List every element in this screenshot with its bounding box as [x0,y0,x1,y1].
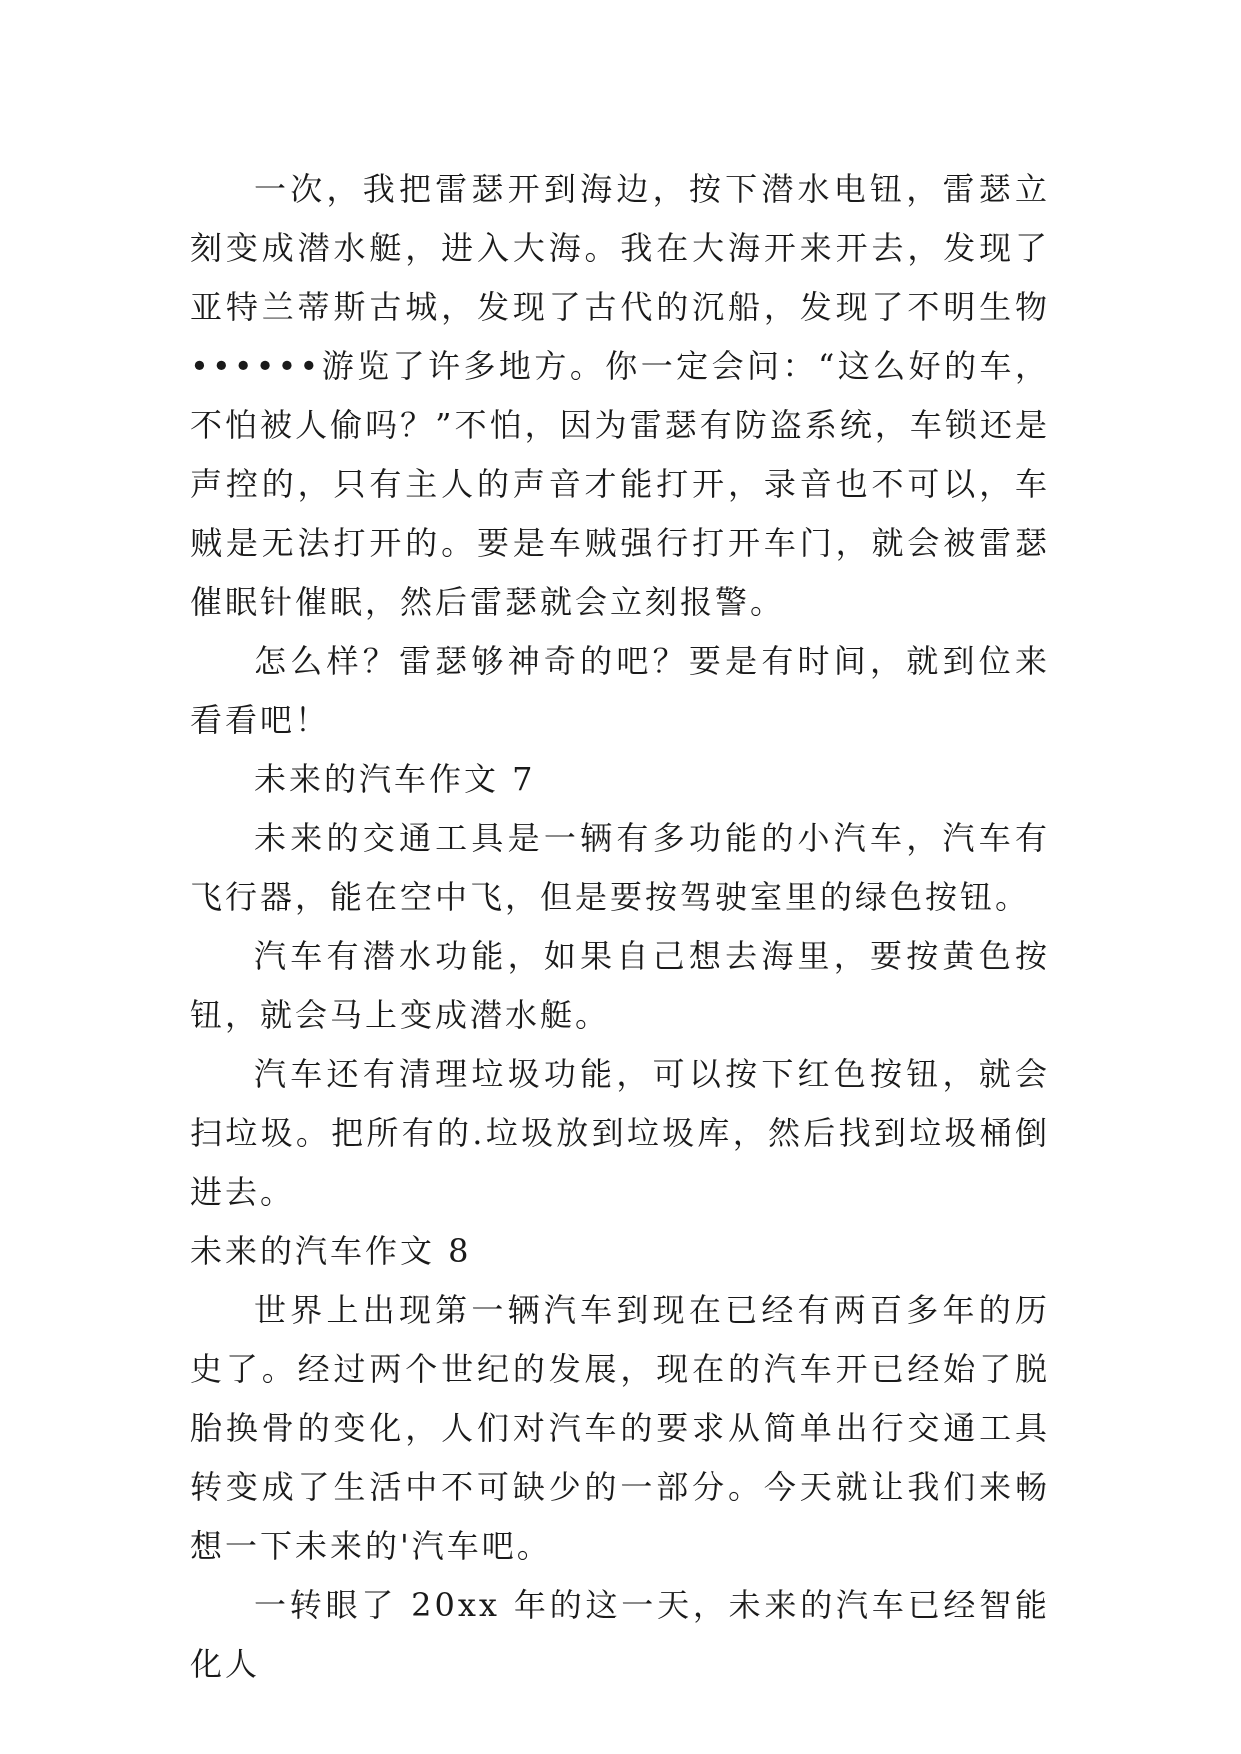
paragraph-flying-car: 未来的交通工具是一辆有多功能的小汽车，汽车有飞行器，能在空中飞，但是要按驾驶室里的绿色按钮。 [190,819,1050,916]
paragraph-car-history: 世界上出现第一辆汽车到现在已经有两百多年的历史了。经过两个世纪的发展，现在的汽车开已经始了脱胎换骨的变化，人们对汽车的要求从简单出行交通工具转变成了生活中不可缺少的一部分。今天就让我们来畅想一下未来的'汽车吧。 [190,1291,1050,1565]
paragraph-future-day: 一转眼了 20xx 年的这一天，未来的汽车已经智能化人 [190,1586,1050,1683]
paragraph-diving-function: 汽车有潜水功能，如果自己想去海里，要按黄色按钮，就会马上变成潜水艇。 [190,937,1050,1034]
section-heading-essay-7: 未来的汽车作文 7 [254,760,536,798]
document-body [190,160,1050,1694]
paragraph-invitation: 怎么样？雷瑟够神奇的吧？要是有时间，就到位来看看吧！ [190,642,1050,739]
section-heading-essay-8: 未来的汽车作文 8 [190,1232,472,1270]
paragraph-submarine-trip: 一次，我把雷瑟开到海边，按下潜水电钮，雷瑟立刻变成潜水艇，进入大海。我在大海开来开去，发现了亚特兰蒂斯古城，发现了古代的沉船，发现了不明生物••••••游览了许多地方。你一定会问：“这么好的车，不怕被人偷吗？”不怕，因为雷瑟有防盗系统，车锁还是声控的，只有主人的声音才能打开，录音也不可以，车贼是无法打开的。要是车贼强行打开车门，就会被雷瑟催眠针催眠，然后雷瑟就会立刻报警。 [190,170,1050,621]
paragraph-garbage-function: 汽车还有清理垃圾功能，可以按下红色按钮，就会扫垃圾。把所有的.垃圾放到垃圾库，然后找到垃圾桶倒进去。 [190,1055,1050,1211]
